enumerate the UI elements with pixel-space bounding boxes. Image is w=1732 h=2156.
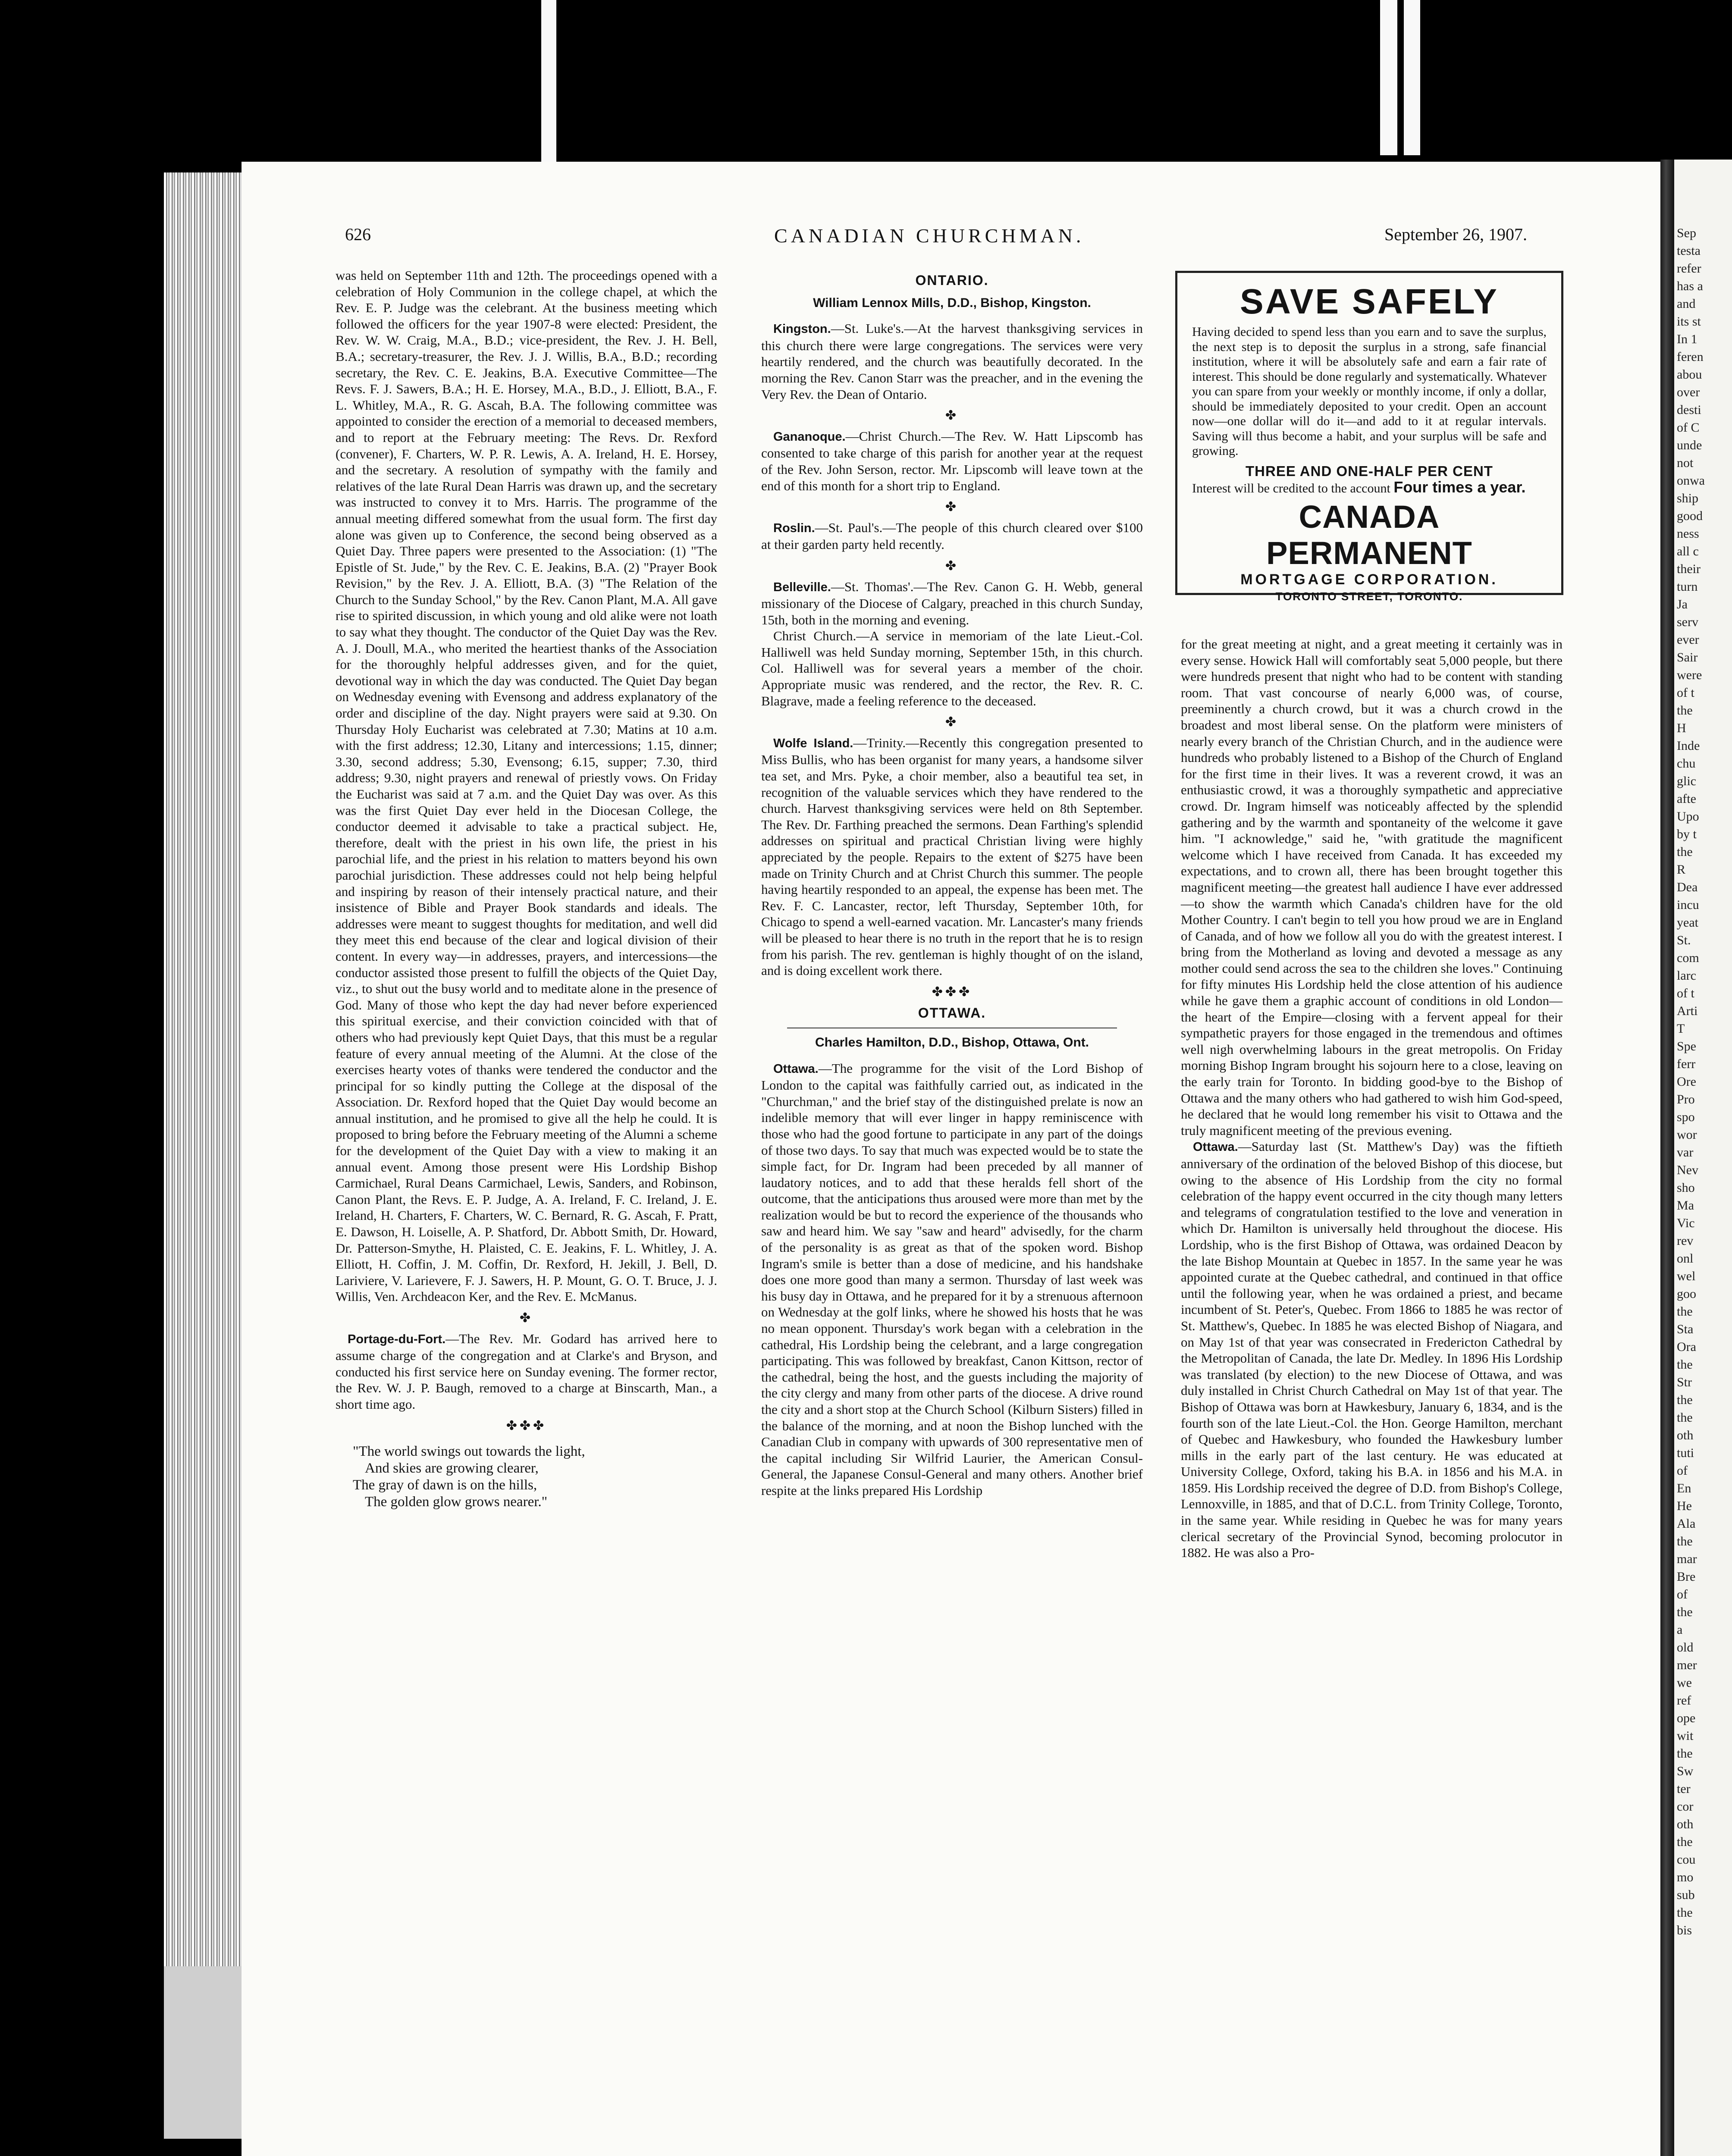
issue-date: September 26, 1907. — [1384, 225, 1528, 244]
publication-title: CANADIAN CHURCHMAN. — [774, 225, 1085, 247]
facing-page-fragment: oth — [1677, 1817, 1694, 1831]
facing-page-fragment: Ala — [1677, 1517, 1696, 1531]
facing-page-fragment: chu — [1677, 756, 1696, 771]
facing-page-fragment: Bre — [1677, 1570, 1696, 1584]
facing-page-fragment: En — [1677, 1481, 1691, 1495]
place-name: Gananoque. — [773, 429, 846, 444]
section-ornament: ✤ — [519, 1311, 533, 1325]
bishop-heading: William Lennox Mills, D.D., Bishop, Kingston. — [813, 295, 1091, 310]
facing-page-fragment: goo — [1677, 1287, 1696, 1301]
column-2 — [761, 267, 1143, 1499]
facing-page-fragment: H — [1677, 721, 1686, 735]
facing-page-fragment: Ma — [1677, 1198, 1694, 1213]
facing-page-fragment: mer — [1677, 1658, 1697, 1672]
section-ornament: ✤ — [945, 558, 959, 573]
facing-page-fragment: Sep — [1677, 226, 1696, 240]
facing-page-fragment: the — [1677, 1835, 1693, 1849]
facing-page-fragment: the — [1677, 1746, 1693, 1761]
ad-body: Having decided to spend less than you earn and to save the surplus, the next step is to deposit the surplus in a strong, safe financial institution, where it will be absolutely safe and earn a fair rate of interest. This should be done regularly and systematically. Whatever you can spare from your weekly or monthly income, if only a dollar, should be immediately deposited to your credit. Open an account now—one dollar will do it—and add to it at regular intervals. Saving will thus become a habit, and your surplus will be safe and growing. — [1192, 325, 1547, 458]
poem — [353, 1443, 717, 1510]
facing-page-fragment: the — [1677, 1304, 1693, 1319]
facing-page-fragment: serv — [1677, 615, 1698, 629]
facing-page-fragment: wel — [1677, 1269, 1696, 1283]
facing-page-fragment: Pro — [1677, 1092, 1695, 1106]
item-text: —St. Luke's.—At the harvest thanksgiving services in this church there were large congregations. The services were very heartily rendered, and the church was beautifully decorated. In the morning the Rev. Canon Starr was the preacher, and in the evening the Very Rev. the Dean of Ontario. — [761, 321, 1143, 402]
facing-page-fragment: spo — [1677, 1110, 1695, 1124]
advertisement-box — [1175, 271, 1563, 603]
facing-page-fragment: the — [1677, 1393, 1693, 1407]
section-ornament: ✤ — [945, 500, 959, 514]
facing-page-fragment: mo — [1677, 1870, 1694, 1884]
facing-page-fragment: yeat — [1677, 915, 1698, 930]
column-1 — [336, 267, 717, 1510]
scanner-strap — [1380, 0, 1397, 155]
facing-page-fragment: Str — [1677, 1375, 1692, 1389]
facing-page-fragment: ref — [1677, 1693, 1691, 1708]
ad-address: TORONTO STREET, TORONTO. — [1275, 589, 1463, 603]
facing-page-fragment: Sta — [1677, 1322, 1694, 1336]
item-text: —Christ Church.—The Rev. W. Hatt Lipscomb has consented to take charge of this parish for another year at the request of the Rev. John Serson, rector. Mr. Lipscomb will leave town at the end of this month for a short trip to England. — [761, 428, 1143, 493]
facing-page-fragment: sho — [1677, 1181, 1695, 1195]
facing-page-fragment: we — [1677, 1676, 1692, 1690]
ad-interest-frequency: Four times a year. — [1393, 478, 1526, 496]
ad-headline: SAVE SAFELY — [1240, 282, 1499, 321]
facing-page-fragment: the — [1677, 1357, 1693, 1372]
facing-page-fragment: onl — [1677, 1251, 1694, 1266]
facing-page-fragment: of t — [1677, 986, 1694, 1000]
item-text: —Trinity.—Recently this congregation presented to Miss Bullis, who has been organist for many years, a handsome silver tea set, and Mrs. Pyke, a choir member, also a beautiful tea set, in recognition of the valuable services which they have rendered to the church. Harvest thanksgiving services were held on 8th September. The Rev. Dr. Farthing preached the sermons. Dean Farthing's splendid addresses on spiritual and practical Christian living were highly appreciated by the people. Repairs to the extent of $275 have been made on Trinity Church and at Christ Church this summer. The people having heartily responded to an appeal, the expense has been met. The Rev. F. C. Lancaster, rector, left Thursday, September 10th, for Chicago to spend a well-earned vacation. Mr. Lancaster's many friends will be pleased to hear there is no truth in the report that he is to resign from his parish. The rev. gentleman is highly thought of on the island, and is doing excellent work there. — [761, 735, 1143, 978]
facing-page-fragment: desti — [1677, 403, 1701, 417]
ad-interest-text: Interest will be credited to the account — [1192, 481, 1394, 495]
facing-page-fragment: var — [1677, 1145, 1694, 1159]
facing-page-fragment: Vic — [1677, 1216, 1695, 1230]
facing-page-fragment: and — [1677, 297, 1696, 311]
diocese-heading: OTTAWA. — [918, 1005, 986, 1021]
facing-page-fragment: over — [1677, 385, 1700, 399]
place-name: Roslin. — [773, 521, 815, 535]
section-ornament: ✤✤✤ — [932, 984, 973, 999]
facing-page-fragment: its st — [1677, 314, 1701, 329]
facing-page-fragment: ter — [1677, 1782, 1691, 1796]
facing-page-fragment: were — [1677, 668, 1702, 682]
book-page-edges — [164, 172, 246, 2139]
diocese-heading: ONTARIO. — [915, 273, 989, 288]
facing-page-fragment: wor — [1677, 1128, 1697, 1142]
section-ornament: ✤ — [945, 408, 959, 423]
place-name: Ottawa. — [773, 1062, 819, 1076]
facing-page-fragment: abou — [1677, 367, 1702, 382]
facing-page-fragment: Inde — [1677, 739, 1700, 753]
facing-page-fragment: rev — [1677, 1234, 1694, 1248]
section-ornament: ✤✤✤ — [506, 1418, 547, 1433]
place-name: Portage-du-Fort. — [348, 1332, 446, 1346]
facing-page-fragment: ferr — [1677, 1057, 1696, 1071]
scanner-strap — [541, 0, 556, 164]
facing-page-fragment: sub — [1677, 1888, 1695, 1902]
facing-page-fragment: Nev — [1677, 1163, 1698, 1177]
facing-page-fragment: Arti — [1677, 1004, 1698, 1018]
facing-page-fragment: testa — [1677, 244, 1701, 258]
facing-page-fragment: Upo — [1677, 809, 1699, 824]
facing-page-fragment: ship — [1677, 491, 1699, 505]
ad-company-subtitle: MORTGAGE CORPORATION. — [1240, 571, 1498, 588]
facing-page-fragment: bis — [1677, 1923, 1692, 1937]
portage-item — [336, 1331, 717, 1413]
facing-page-fragment: their — [1677, 562, 1701, 576]
place-name: Belleville. — [773, 580, 831, 594]
facing-page-fragment: refer — [1677, 261, 1701, 276]
facing-page-fragment: incu — [1677, 898, 1699, 912]
ottawa-item — [761, 1060, 1143, 1499]
facing-page-fragment: of — [1677, 1463, 1688, 1478]
facing-page-fragment: wit — [1677, 1729, 1694, 1743]
facing-page-fragment: ever — [1677, 633, 1699, 647]
facing-page-fragment: ope — [1677, 1711, 1696, 1725]
facing-page-fragment: onwa — [1677, 473, 1705, 488]
place-name: Kingston. — [773, 322, 831, 336]
facing-page-fragment: of — [1677, 1587, 1688, 1601]
item-text: —The programme for the visit of the Lord Bishop of London to the capital was faithfully carried out, as indicated in the "Churchman," and the brief stay of the distinguished prelate is now an indelible memory that will ever linger in happy reminiscence with those who had the good fortune to participate in any part of the doings of those two days. To say that much was expected would be to state the simple fact, for Dr. Ingram had been preceded by all manner of laudatory notices, and to add that these heralds fell short of the outcome, that the anticipations thus aroused were more than met by the realization would be but to record the experience of the thousands who saw and heard him. We say "saw and heard" advisedly, for the charm of the personality is as great as that of the spoken word. Bishop Ingram's smile is better than a dose of medicine, and his handshake does one more good than many a sermon. Thursday of last week was his busy day in Ottawa, and he prepared for it by a strenuous afternoon on Wednesday at the golf links, where he showed his hosts that he was no mean opponent. Thursday's work began with a celebration in the cathedral, His Lordship being the celebrant, and a large congregation participating. This was followed by breakfast, Canon Kittson, rector of the cathedral, being the host, and the guests including the majority of the city clergy and many from other parts of the diocese. A drive round the city and a short stop at the Church School (Kilburn Sisters) filled in the balance of the morning, and at noon the Bishop lunched with the Canadian Club in company with upwards of 300 representative men of the capital including Sir Wilfrid Laurier, the American Consul-General, the Japanese Consul-General and many others. Another brief respite at the links prepared His Lordship — [761, 1060, 1143, 1498]
facing-page-fragment: by t — [1677, 827, 1697, 841]
facing-page-fragment: all c — [1677, 544, 1699, 558]
ottawa-continued: for the great meeting at night, and a great meeting it certainly was in every sense. Howick Hall will comfortably seat 5,000 people, but there were hundreds present that night who had to be content with standing room. That vast concourse of nearly 6,000 was, of course, preeminently a church crowd, but it was a church crowd in the broadest and most liberal sense. On the platform were ministers of nearly every branch of the Christian Church, and in the audience were hundreds who probably listened to a Bishop of the Church of England for the first time in their lives. It was a reverent crowd, it was an enthusiastic crowd, it was a thoroughly sympathetic and appreciative crowd. Dr. Ingram himself was noticeably affected by the splendid gathering and by the warmth and spontaneity of the welcome it gave him. "I acknowledge," said he, "with gratitude the magnificent welcome which I have received from Canada. It has exceeded my expectations, and to crown all, there has been brought together this magnificent meeting—the greatest hall audience I have ever addressed—to show the warmth which Canada's children have for the old Mother Country. I can't begin to tell you how proud we are in England of Canada, and of how we follow all you do with the greatest interest. I bring from the Motherland as loving and devoted a message as any mother could send across the sea to the children she loves." Continuing for fifty minutes His Lordship held the close attention of his audience while he gave them a graphic account of conditions in old London—the heart of the Empire—closing with a fervent appeal for their sympathetic prayers for those engaged in the tremendous and oftimes well nigh overwhelming labours in the great metropolis. On Friday morning Bishop Ingram brought his sojourn here to a close, leaving on the early train for Toronto. In bidding good-bye to the Bishop of Ottawa and the many others who had gathered to wish him God-speed, he declared that he would long remember his visit to Ottawa and the truly magnificent meeting of the previous evening. — [1181, 636, 1563, 1138]
bishop-heading: Charles Hamilton, D.D., Bishop, Ottawa, Ont. — [815, 1035, 1089, 1050]
scanner-strap — [1404, 0, 1420, 155]
item-text: —St. Paul's.—The people of this church cleared over $100 at their garden party held recently. — [761, 520, 1143, 552]
facing-page-fragment: glic — [1677, 774, 1696, 788]
poem-line: The gray of dawn is on the hills, — [353, 1477, 537, 1493]
facing-page-fragment: not — [1677, 456, 1694, 470]
facing-page-fragment: Sair — [1677, 650, 1698, 664]
facing-page-fragment: the — [1677, 1605, 1693, 1619]
ottawa-anniversary-item — [1181, 1138, 1563, 1561]
item-text: —The Rev. Mr. Godard has arrived here to assume charge of the congregation and at Clarke's and Bryson, and conducted his first service here on Sunday evening. The former rector, the Rev. W. J. P. Baugh, removed to a charge at Binscarth, Man., a short time ago. — [336, 1331, 717, 1412]
poem-line: And skies are growing clearer, — [365, 1460, 539, 1476]
wolfe-island-item — [761, 735, 1143, 979]
gananoque-item — [761, 428, 1143, 494]
kingston-item — [761, 320, 1143, 402]
facing-page-fragment: of C — [1677, 420, 1700, 435]
column-3 — [1181, 636, 1563, 1561]
facing-page-fragment: the — [1677, 703, 1693, 718]
poem-line: The golden glow grows nearer." — [365, 1494, 548, 1510]
facing-page-fragment: the — [1677, 1905, 1693, 1920]
facing-page-fragment: tuti — [1677, 1446, 1694, 1460]
book-gutter — [1660, 160, 1674, 2156]
facing-page-fragment: mar — [1677, 1552, 1697, 1566]
facing-page-fragment: cor — [1677, 1799, 1694, 1814]
item-text: —St. Thomas'.—The Rev. Canon G. H. Webb, general missionary of the Diocese of Calgary, preached in this church Sunday, 15th, both in the morning and evening. — [761, 579, 1143, 627]
facing-page-fragment: the — [1677, 1534, 1693, 1548]
facing-page-fragment: cou — [1677, 1852, 1696, 1867]
facing-page-fragment: ness — [1677, 526, 1699, 541]
facing-page-fragment: unde — [1677, 438, 1702, 452]
facing-page-fragment: the — [1677, 1410, 1693, 1425]
facing-page-fragment: Sw — [1677, 1764, 1694, 1778]
facing-page-fragment: St. — [1677, 933, 1691, 947]
facing-page-fragment: In 1 — [1677, 332, 1697, 346]
ad-interest-rate: THREE AND ONE-HALF PER CENT — [1246, 463, 1493, 479]
facing-page-fragment: has a — [1677, 279, 1703, 293]
place-name: Wolfe Island. — [773, 736, 853, 750]
facing-page-fragment: Ora — [1677, 1340, 1696, 1354]
facing-page-fragment: Spe — [1677, 1039, 1696, 1053]
facing-page-fragment: a — [1677, 1623, 1683, 1637]
poem-line: "The world swings out towards the light, — [353, 1444, 585, 1460]
roslin-item — [761, 520, 1143, 553]
section-ornament: ✤ — [945, 715, 959, 730]
facing-page-fragment: He — [1677, 1499, 1692, 1513]
facing-page-fragment: R — [1677, 862, 1686, 877]
facing-page — [1674, 160, 1732, 2156]
facing-page-fragment: oth — [1677, 1428, 1694, 1442]
facing-page-fragment: Dea — [1677, 880, 1698, 894]
facing-page-fragment: larc — [1677, 968, 1696, 983]
facing-page-fragment: feren — [1677, 350, 1704, 364]
ad-interest-note — [1192, 479, 1547, 496]
facing-page-fragment: afte — [1677, 792, 1696, 806]
facing-page-fragment: old — [1677, 1640, 1694, 1655]
item-text: —Saturday last (St. Matthew's Day) was the fiftieth anniversary of the ordination of the beloved Bishop of this diocese, but owing to the absence of His Lordship from the city no formal celebration of the happy event occurred in the city though many letters and telegrams of congratulation testified to the love and veneration in which Dr. Hamilton is universally held throughout the diocese. His Lordship, who is the first Bishop of Ottawa, was ordained Deacon by the late Bishop Mountain at Quebec in 1857. In the same year he was appointed curate at the Quebec cathedral, and continued in that office until the following year, when he was ordained a priest, and became incumbent of St. Peter's, Quebec. From 1866 to 1885 he was rector of St. Matthew's, Quebec. In 1885 he was elected Bishop of Niagara, and on May 1st of that year was consecrated in Fredericton Cathedral by the Metropolitan of Canada, the late Dr. Medley. In 1896 His Lordship was translated (by election) to the new Diocese of Ottawa, and was duly installed in Christ Church Cathedral on May 1st of that year. The Bishop of Ottawa was born at Hawkesbury, January 6, 1834, and is the fourth son of the late Lieut.-Col. the Hon. George Hamilton, merchant of Quebec and Hawkesbury, who founded the Hawkesbury lumber mills in the early part of the last century. He was educated at University College, Oxford, taking his B.A. in 1856 and his M.A. in 1859. His Lordship received the degree of D.D. from Bishop's College, Lennoxville, in 1885, and that of D.C.L. from Trinity College, Toronto, in the same year. While residing in Quebec he was for many years clerical secretary of the Provincial Synod, becoming prolocutor in 1882. He was also a Pro- — [1181, 1139, 1563, 1561]
facing-page-fragment: Ja — [1677, 597, 1688, 611]
facing-page-fragment: T — [1677, 1022, 1685, 1036]
facing-page-fragment: com — [1677, 951, 1699, 965]
facing-page-fragment: turn — [1677, 580, 1698, 594]
belleville-item — [761, 579, 1143, 628]
christ-church-item: Christ Church.—A service in memoriam of the late Lieut.-Col. Halliwell was held Sunday morning, September 15th, in this church. Col. Halliwell was for several years a member of the choir. Appropriate music was rendered, and the rector, the Rev. R. C. Blagrave, made a feeling reference to the deceased. — [761, 628, 1143, 708]
facing-page-fragment: the — [1677, 845, 1693, 859]
ad-company-name: CANADA PERMANENT — [1266, 498, 1472, 571]
page-number: 626 — [345, 225, 371, 244]
facing-page-fragment: of t — [1677, 686, 1694, 700]
alumni-report: was held on September 11th and 12th. The proceedings opened with a celebration of Holy Communion in the college chapel, at which the Rev. E. P. Judge was the celebrant. At the business meeting which followed the officers for the year 1907-8 were elected: President, the Rev. W. W. Craig, M.A., B.D.; vice-president, the Rev. J. H. Bell, B.A.; secretary-treasurer, the Rev. J. J. Willis, B.A., B.D.; recording secretary, the Rev. C. E. Jeakins, B.A. Executive Committee—The Revs. F. J. Sawers, B.A.; H. E. Horsey, M.A., B.D., J. Elliott, B.A., F. L. Whitley, M.A., R. G. Ascah, B.A. The following committee was appointed to consider the erection of a memorial to deceased members, and to report at the February meeting: The Revs. Dr. Rexford (convener), F. Charters, W. P. R. Lewis, A. A. Ireland, H. E. Horsey, and the secretary. A resolution of sympathy with the family and relatives of the late Rural Dean Harris was drawn up, and the secretary was instructed to convey it to Mrs. Harris. The programme of the annual meeting differed somewhat from the usual form. The first day alone was given up to Conference, the second being observed as a Quiet Day. Three papers were presented to the Association: (1) "The Epistle of St. Jude," by the Rev. C. E. Jeakins, B.A. (2) "Prayer Book Revision," by the Rev. J. A. Elliott, B.A. (3) "The Relation of the Church to the Sunday School," by the Rev. Canon Plant, M.A. All gave rise to spirited discussion, in which young and old alike were not loath to say what they thought. The conductor of the Quiet Day was the Rev. A. J. Doull, M.A., who merited the heartiest thanks of the Association for the thoroughly helpful addresses given, and for the quiet, devotional way in which the day was conducted. The Quiet Day began on Wednesday evening with Evensong and address explanatory of the order and discipline of the day. Night prayers were said at 9.30. On Thursday Holy Eucharist was celebrated at 7.30; Matins at 10 a.m. with the first address; 12.30, Litany and intercessions; 1.15, dinner; 3.30, second address; 5.30, Evensong; 6.15, supper; 7.30, third address; 9.30, night prayers and renewal of priestly vows. On Friday the Eucharist was said at 7 a.m. and the Quiet Day was over. As this was the first Quiet Day ever held in the Diocesan College, the conductor deemed it advisable to take a practical subject. He, therefore, dealt with the priest in his own life, the priest in his parochial life, and the priest in his relation to matters beyond his own parochial jurisdiction. These addresses could not help being helpful and inspiring by reason of their intensely practical nature, and their insistence of Bible and Prayer Book standards and ideals. The addresses were meant to suggest thoughts for meditation, and well did they meet this end because of the clear and logical division of their content. In every way—in addresses, prayers, and intercessions—the conductor assisted those present to fulfill the objects of the Quiet Day, viz., to shut out the busy world and to meditate alone in the presence of God. Many of those who kept the day had never before experienced this spiritual exercise, and their conviction coincided with that of others who had previously kept Quiet Days, that this must be a regular feature of every annual meeting of the Alumni. At the close of the exercises hearty votes of thanks were tendered the conductor and the principal for so kindly putting the College at the disposal of the Association. Dr. Rexford hoped that the Quiet Day would become an annual institution, and he promised to give all the help he could. It is proposed to bring before the February meeting of the Alumni a scheme for the development of the Quiet Day with a view to making it an annual event. Among those present were His Lordship Bishop Carmichael, Rural Deans Carmichael, Lewis, Sanders, and Robinson, Canon Plant, the Revs. E. P. Judge, A. A. Ireland, F. C. Ireland, J. E. Ireland, H. Charters, F. Charters, W. C. Bernard, R. G. Ascah, F. Pratt, E. Dawson, H. Loiselle, A. P. Shatford, Dr. Abbott Smith, Dr. Howard, Dr. Patterson-Smythe, H. Plaisted, C. E. Jeakins, F. L. Whitley, J. A. Elliott, H. Coffin, J. M. Coffin, Dr. Rexford, H. Jekill, J. Bell, D. Lariviere, V. Larievere, F. J. Sawers, H. P. Mount, G. O. T. Bruce, J. J. Willis, Ven. Archdeacon Ker, and the Rev. E. McManus. — [336, 268, 717, 1304]
place-name: Ottawa. — [1193, 1140, 1238, 1154]
facing-page-fragment: Ore — [1677, 1075, 1696, 1089]
facing-page-fragment: good — [1677, 509, 1703, 523]
